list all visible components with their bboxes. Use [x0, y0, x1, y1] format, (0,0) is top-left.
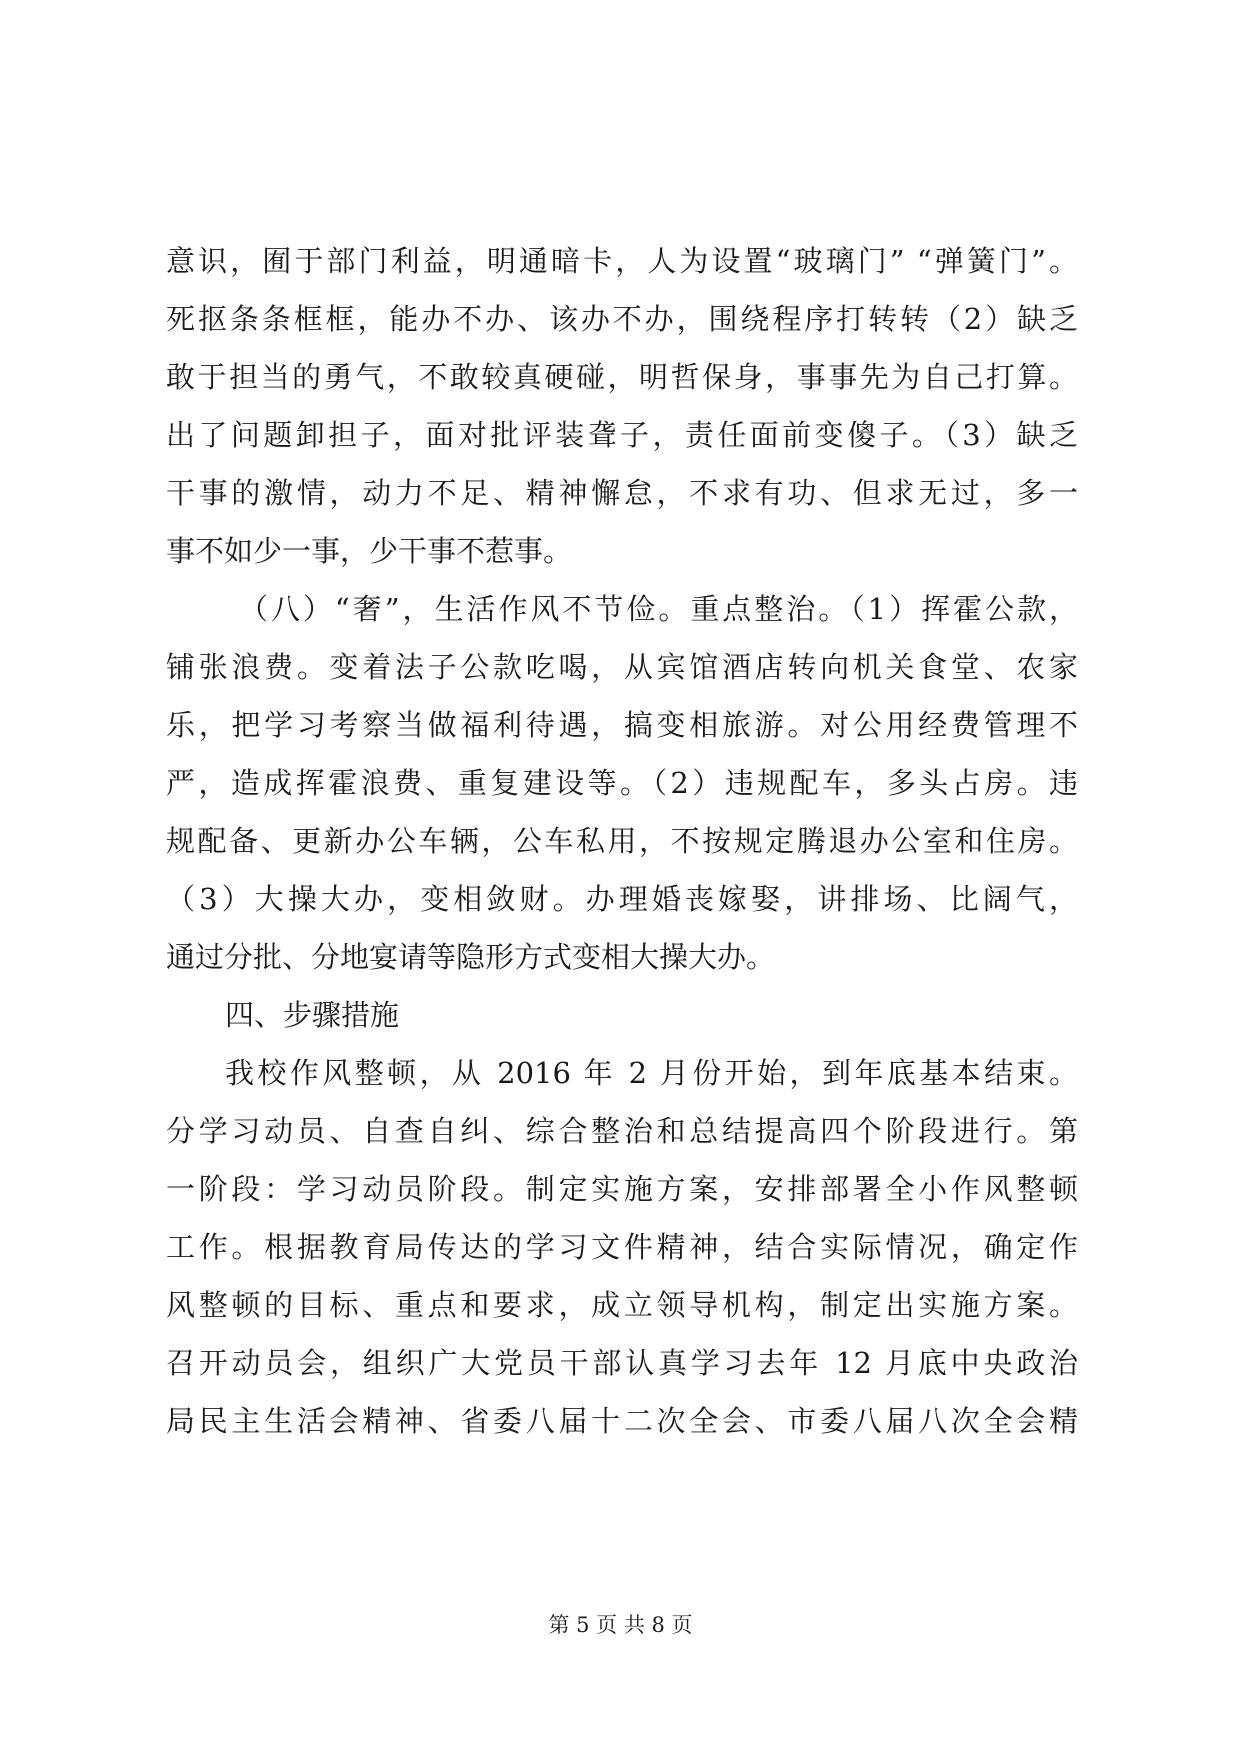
page-number-footer: 第 5 页 共 8 页	[548, 1613, 693, 1637]
text-line: 分学习动员、自查自纠、综合整治和总结提高四个阶段进行。第	[166, 1114, 1078, 1148]
text-line: 铺张浪费。变着法子公款吃喝，从宾馆酒店转向机关食堂、农家	[166, 650, 1078, 684]
text-line: （八）“奢”，生活作风不节俭。重点整治。（1）挥霍公款，	[239, 592, 1078, 626]
text-line: 敢于担当的勇气，不敢较真硬碰，明哲保身，事事先为自己打算。	[166, 360, 1078, 394]
body-text	[166, 232, 1078, 1450]
text-line: 工作。根据教育局传达的学习文件精神，结合实际情况，确定作	[166, 1230, 1078, 1264]
text-line: 规配备、更新办公车辆，公车私用，不按规定腾退办公室和住房。	[166, 824, 1078, 858]
text-line: 干事的激情，动力不足、精神懈怠，不求有功、但求无过，多一	[166, 476, 1078, 510]
text-line: 风整顿的目标、重点和要求，成立领导机构，制定出实施方案。	[166, 1288, 1078, 1322]
section-heading: 四、步骤措施	[225, 998, 400, 1032]
text-line: 意识，囿于部门利益，明通暗卡，人为设置“玻璃门” “弹簧门”。	[166, 244, 1078, 278]
text-line: 死抠条条框框，能办不办、该办不办，围绕程序打转转（2）缺乏	[166, 302, 1078, 336]
text-line: 一阶段：学习动员阶段。制定实施方案，安排部署全小作风整顿	[166, 1172, 1078, 1206]
text-line: 我校作风整顿，从 2016 年 2 月份开始，到年底基本结束。	[225, 1056, 1078, 1090]
text-line: 事不如少一事，少干事不惹事。	[166, 534, 573, 568]
text-line: 出了问题卸担子，面对批评装聋子，责任面前变傻子。（3）缺乏	[166, 418, 1078, 452]
text-line: （3）大操大办，变相敛财。办理婚丧嫁娶，讲排场、比阔气，	[166, 882, 1078, 916]
text-line: 乐，把学习考察当做福利待遇，搞变相旅游。对公用经费管理不	[166, 708, 1078, 742]
text-line: 召开动员会，组织广大党员干部认真学习去年 12 月底中央政治	[166, 1346, 1078, 1380]
text-line: 局民主生活会精神、省委八届十二次全会、市委八届八次全会精	[166, 1404, 1078, 1438]
text-line: 严，造成挥霍浪费、重复建设等。（2）违规配车，多头占房。违	[166, 766, 1078, 800]
text-line: 通过分批、分地宴请等隐形方式变相大操大办。	[166, 940, 776, 974]
